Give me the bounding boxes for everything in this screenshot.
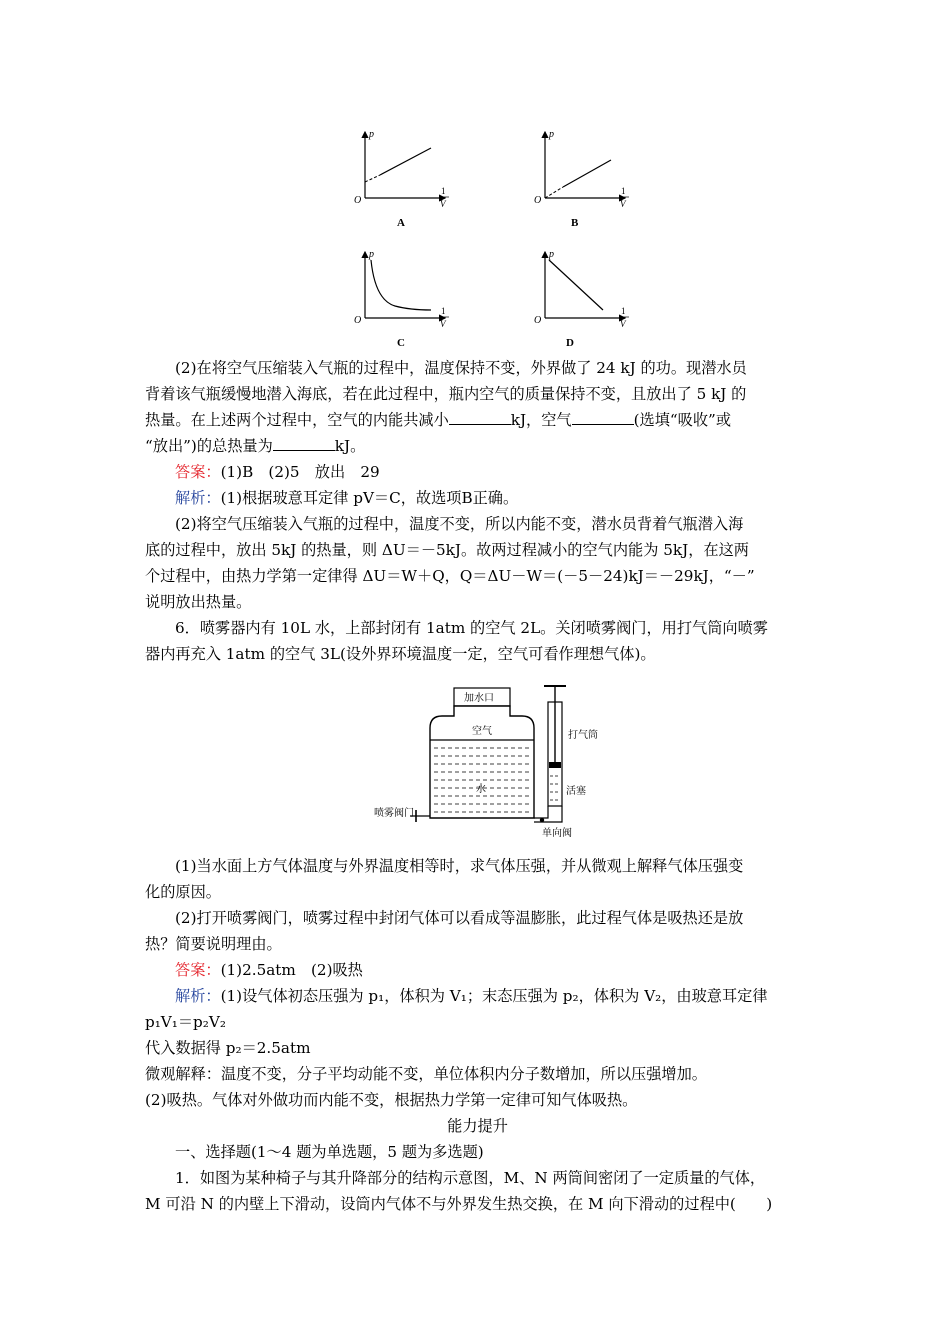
label-air: 空气 — [472, 726, 492, 737]
label-spray-valve: 喷雾阀门 — [374, 808, 414, 819]
q6-line2: 器内再充入 1atm 的空气 3L(设外界环境温度一定，空气可看作理想气体)。 — [145, 645, 656, 663]
label-water: 水 — [476, 784, 486, 795]
q5-part2-line2: 背着该气瓶缓慢地潜入海底，若在此过程中，瓶内空气的质量保持不变，且放出了 5 kJ 的 — [145, 385, 747, 403]
analysis-5-label: 解析： — [175, 489, 221, 507]
analysis-6-line3: 代入数据得 p₂＝2.5atm — [145, 1039, 311, 1057]
graph-a-label: A — [397, 217, 405, 229]
sprayer-apparatus-figure — [370, 676, 610, 846]
label-pump: 打气筒 — [568, 730, 598, 741]
sprayer-tank — [430, 688, 534, 818]
graph-b-x-num: 1 — [621, 186, 626, 196]
q6-sub2-line2: 热？简要说明理由。 — [145, 935, 282, 953]
answer-blank-2 — [572, 410, 634, 425]
graph-d-origin: O — [534, 315, 542, 326]
graph-c-p-label: p — [369, 249, 374, 260]
q5-part2-text-c: (选填“吸收”或 — [633, 411, 732, 429]
answer-6 — [145, 959, 810, 981]
graph-d — [534, 249, 629, 349]
graph-d-p-label: p — [549, 249, 554, 260]
q5-part2-text-d: “放出”)的总热量为 — [145, 437, 273, 455]
section-title: 能力提升 — [447, 1117, 508, 1135]
analysis-6-text1: (1)设气体初态压强为 p₁，体积为 V₁；末态压强为 p₂，体积为 V₂，由玻意耳定律 — [220, 987, 768, 1005]
graph-b-origin: O — [534, 195, 542, 206]
q6-sub1-line1: (1)当水面上方气体温度与外界温度相等时，求气体压强，并从微观上解释气体压强变 — [175, 857, 744, 875]
label-check-valve: 单向阀 — [542, 828, 572, 839]
graph-b — [534, 129, 629, 229]
check-valve-icon — [540, 818, 544, 822]
graph-d-x-den: V — [620, 319, 626, 329]
graph-c-x-num: 1 — [441, 306, 446, 316]
analysis-5-line2: (2)将空气压缩装入气瓶的过程中，温度不变，所以内能不变，潜水员背着气瓶潜入海 — [175, 515, 744, 533]
analysis-5-line4: 个过程中，由热力学第一定律得 ΔU＝W＋Q，Q＝ΔU－W＝(－5－24)kJ＝－29kJ，“－” — [145, 567, 755, 585]
q5-part2-text-e: kJ。 — [334, 437, 366, 455]
pv-graphs-figure — [335, 120, 655, 350]
analysis-5-line5: 说明放出热量。 — [145, 593, 252, 611]
graph-c — [354, 249, 449, 349]
graph-c-x-den: V — [440, 319, 446, 329]
analysis-6-line1 — [145, 985, 810, 1007]
graph-c-origin: O — [354, 315, 362, 326]
analysis-6-label: 解析： — [175, 987, 221, 1005]
graph-c-label: C — [397, 337, 405, 349]
q6-line1: 6．喷雾器内有 10L 水，上部封闭有 1atm 的空气 2L。关闭喷雾阀门，用打气筒向喷雾 — [175, 619, 768, 637]
label-piston: 活塞 — [566, 786, 586, 797]
answer-6-label: 答案： — [175, 961, 221, 979]
q1-line2: M 可沿 N 的内壁上下滑动，设筒内气体不与外界发生热交换，在 M 向下滑动的过程中( ) — [145, 1195, 773, 1213]
analysis-5-line3: 底的过程中，放出 5kJ 的热量，则 ΔU＝－5kJ。故两过程减小的空气内能为 5kJ，在这两 — [145, 541, 749, 559]
analysis-6-line5: (2)吸热。气体对外做功而内能不变，根据热力学第一定律可知气体吸热。 — [145, 1091, 638, 1109]
analysis-5-line1 — [145, 487, 810, 509]
q6-sub1-line2: 化的原因。 — [145, 883, 221, 901]
graph-b-p-label: p — [549, 129, 554, 140]
graph-a-x-num: 1 — [441, 186, 446, 196]
graph-a-origin: O — [354, 195, 362, 206]
analysis-6-line4: 微观解释：温度不变，分子平均动能不变，单位体积内分子数增加，所以压强增加。 — [145, 1065, 707, 1083]
analysis-5-text1: (1)根据玻意耳定律 pV＝C，故选项B正确。 — [220, 489, 519, 507]
analysis-6-line2: p₁V₁＝p₂V₂ — [145, 1013, 226, 1031]
air-pump — [534, 686, 566, 822]
graph-d-x-num: 1 — [621, 306, 626, 316]
q6-sub2-line1: (2)打开喷雾阀门，喷雾过程中封闭气体可以看成等温膨胀，此过程气体是吸热还是放 — [175, 909, 744, 927]
answer-blank-1 — [449, 410, 511, 425]
answer-5-text: (1)B (2)5 放出 29 — [220, 463, 380, 481]
answer-5 — [145, 461, 810, 483]
graph-d-label: D — [566, 337, 574, 349]
label-water-inlet: 加水口 — [464, 693, 494, 704]
graph-a-x-den: V — [440, 199, 446, 209]
answer-6-text: (1)2.5atm (2)吸热 — [220, 961, 363, 979]
answer-blank-3 — [273, 436, 335, 451]
q5-part2-line4 — [145, 435, 810, 457]
graph-b-x-den: V — [620, 199, 626, 209]
answer-5-label: 答案： — [175, 463, 221, 481]
q5-part2-text-a: 热量。在上述两个过程中，空气的内能共减小 — [145, 411, 449, 429]
q1-line1: 1．如图为某种椅子与其升降部分的结构示意图，M、N 两筒间密闭了一定质量的气体， — [175, 1169, 766, 1187]
graph-a-p-label: p — [369, 129, 374, 140]
section-subtitle: 一、选择题(1～4 题为单选题，5 题为多选题) — [175, 1143, 484, 1161]
q5-part2-line1: (2)在将空气压缩装入气瓶的过程中，温度保持不变，外界做了 24 kJ 的功。现潜水员 — [175, 359, 747, 377]
q5-part2-line3 — [145, 409, 810, 431]
graph-b-label: B — [571, 217, 579, 229]
q5-part2-text-b: kJ，空气 — [510, 411, 572, 429]
graph-a — [354, 129, 449, 229]
